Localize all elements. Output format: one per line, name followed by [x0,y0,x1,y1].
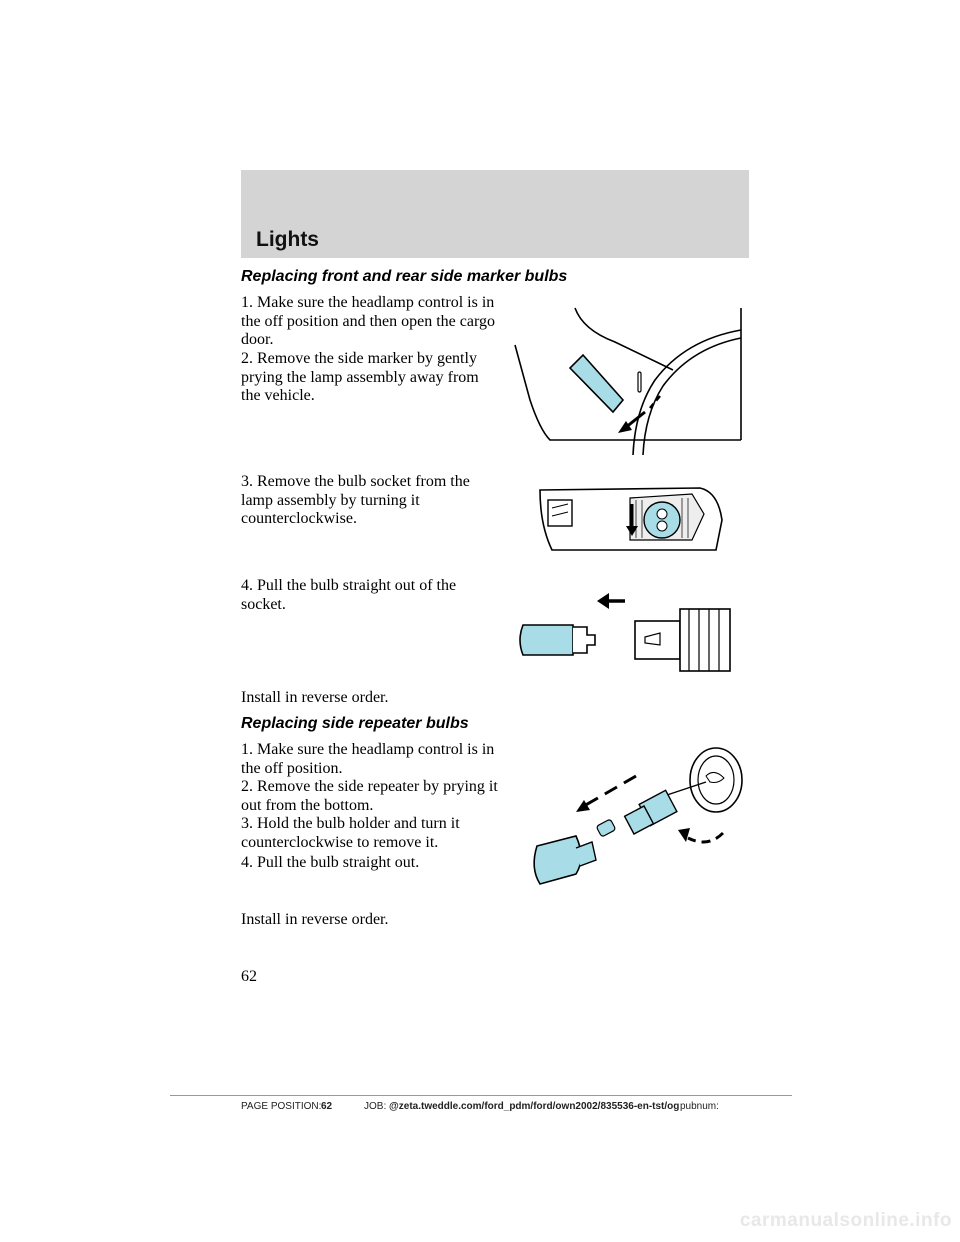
step-text: 3. Remove the bulb socket from the lamp assembly by turning it counterclockwise. [241,473,470,527]
section-heading-side-marker: Replacing front and rear side marker bulbs [241,268,568,285]
step-text: 1. Make sure the headlamp control is in the off position. [241,741,495,777]
watermark-text: carmanualsonline.info [739,1210,952,1231]
bulb-socket [680,609,730,671]
step-text: 2. Remove the side repeater by prying it out from the bottom. [241,778,498,814]
pull-arrow-icon [597,593,609,609]
job-label: JOB: [364,1101,387,1112]
bulb-socket [644,502,680,538]
page-position-label: PAGE POSITION: [241,1101,322,1112]
step-text: 1. Make sure the headlamp control is in the off position and then open the cargo door. [241,294,496,348]
section-heading-side-repeater: Replacing side repeater bulbs [241,715,469,732]
closing-text: Install in reverse order. [241,911,389,928]
step-text: 2. Remove the side marker by gently prying the lamp assembly away from the vehicle. [241,350,479,404]
step-text: 4. Pull the bulb straight out. [241,854,420,871]
rotate-arrow-icon [678,828,690,842]
step-text: 3. Hold the bulb holder and turn it counterclockwise to remove it. [241,815,460,851]
wedge-bulb [520,625,573,655]
page-title: Lights [256,228,319,251]
page-position-value: 62 [321,1101,333,1112]
pubnum-label: pubnum: [680,1101,719,1112]
side-marker-illustration [505,300,745,460]
wedge-bulb [596,819,616,837]
remove-arrow-icon [576,800,590,812]
footer-divider [170,1095,792,1096]
bulb-socket-illustration [515,585,735,680]
side-repeater-illustration [528,738,748,888]
job-value: @zeta.tweddle.com/ford_pdm/ford/own2002/835536-en-tst/og [389,1101,680,1112]
repeater-lens [534,836,581,884]
lamp-assembly-illustration [532,480,732,560]
page-number: 62 [241,968,257,985]
side-marker-lens [570,355,623,412]
step-text: 4. Pull the bulb straight out of the socket. [241,577,457,613]
closing-text: Install in reverse order. [241,689,389,706]
